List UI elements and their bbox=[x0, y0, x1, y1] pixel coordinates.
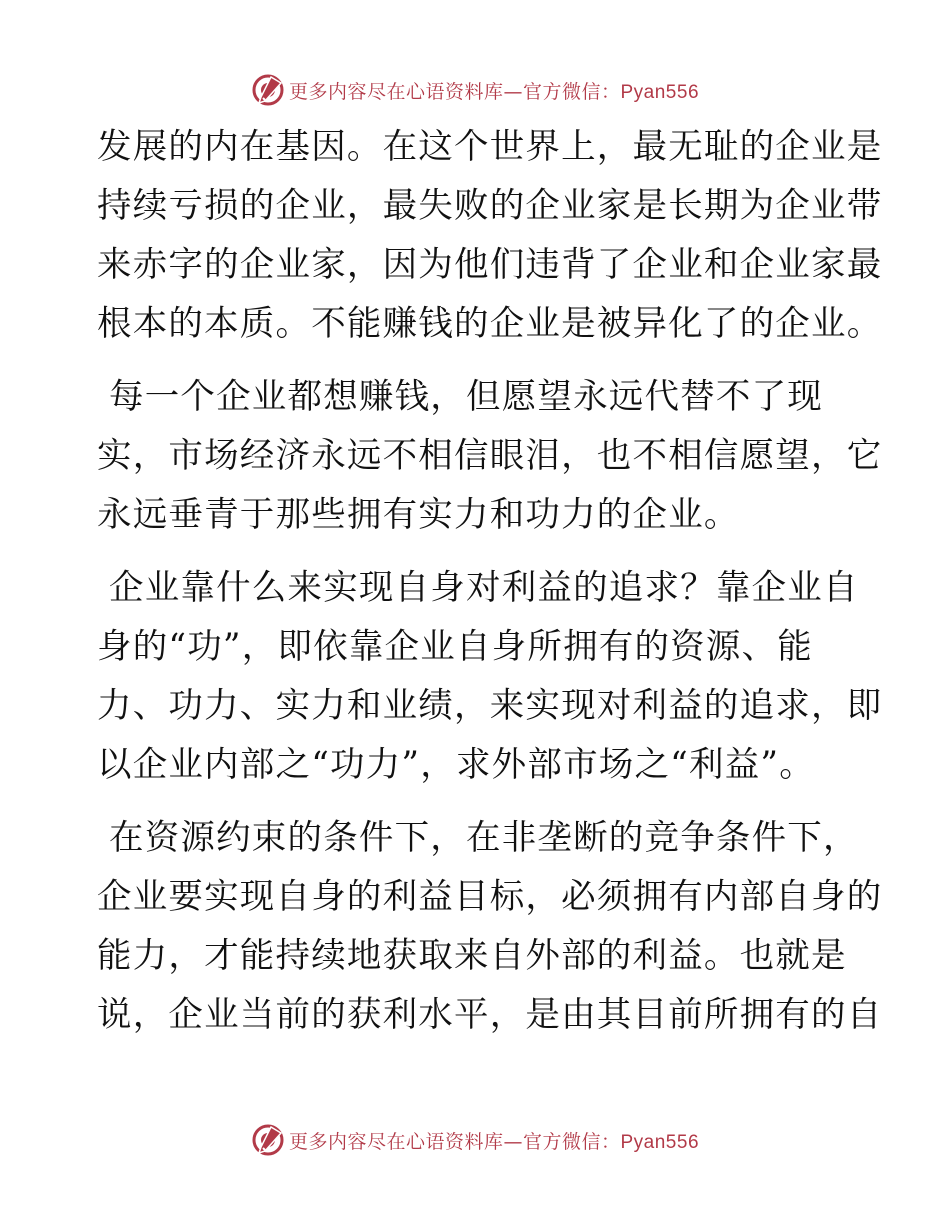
header-banner-text bbox=[289, 77, 699, 104]
text-line: 以企业内部之“功力”，求外部市场之“利益”。 bbox=[97, 745, 815, 785]
text-line: 力、功力、实力和业绩，来实现对利益的追求，即 bbox=[97, 686, 883, 726]
header-wechat-label: 官方微信： bbox=[522, 80, 621, 103]
footer-banner-text bbox=[289, 1127, 699, 1154]
paragraph-1 bbox=[97, 118, 883, 354]
paragraph-2 bbox=[97, 368, 883, 545]
text-line: 发展的内在基因。在这个世界上，最无耻的企业是 bbox=[97, 127, 883, 167]
text-line: 说，企业当前的获利水平，是由其目前所拥有的自 bbox=[97, 995, 883, 1035]
header-banner-dash: — bbox=[503, 80, 523, 103]
document-body bbox=[97, 118, 883, 1059]
footer-wechat-label: 官方微信： bbox=[522, 1130, 621, 1153]
footer-banner-title: 更多内容尽在心语资料库 bbox=[288, 1130, 504, 1153]
text-line: 来赤字的企业家，因为他们违背了企业和企业家最 bbox=[97, 245, 883, 285]
text-line: 每一个企业都想赚钱，但愿望永远代替不了现 bbox=[109, 377, 823, 417]
footer-wechat-id: Pyan556 bbox=[620, 1131, 700, 1153]
footer-banner bbox=[0, 1120, 950, 1160]
text-line: 能力，才能持续地获取来自外部的利益。也就是 bbox=[97, 936, 847, 976]
text-line: 持续亏损的企业，最失败的企业家是长期为企业带 bbox=[97, 186, 883, 226]
text-line: 实，市场经济永远不相信眼泪，也不相信愿望，它 bbox=[97, 436, 883, 476]
paragraph-3 bbox=[97, 559, 883, 795]
paragraph-4 bbox=[97, 809, 883, 1045]
pen-logo-icon bbox=[251, 1123, 285, 1157]
header-banner-title: 更多内容尽在心语资料库 bbox=[288, 80, 504, 103]
text-line: 身的“功”，即依靠企业自身所拥有的资源、能 bbox=[97, 627, 813, 667]
header-wechat-id: Pyan556 bbox=[620, 81, 700, 103]
text-line: 永远垂青于那些拥有实力和功力的企业。 bbox=[97, 495, 740, 535]
text-line: 在资源约束的条件下，在非垄断的竞争条件下， bbox=[109, 818, 859, 858]
text-line: 企业靠什么来实现自身对利益的追求？靠企业自 bbox=[109, 568, 859, 608]
text-line: 企业要实现自身的利益目标，必须拥有内部自身的 bbox=[97, 877, 883, 917]
text-line: 根本的本质。不能赚钱的企业是被异化了的企业。 bbox=[97, 304, 883, 344]
pen-logo-icon bbox=[251, 73, 285, 107]
footer-banner-dash: — bbox=[503, 1130, 523, 1153]
header-banner bbox=[0, 70, 950, 110]
